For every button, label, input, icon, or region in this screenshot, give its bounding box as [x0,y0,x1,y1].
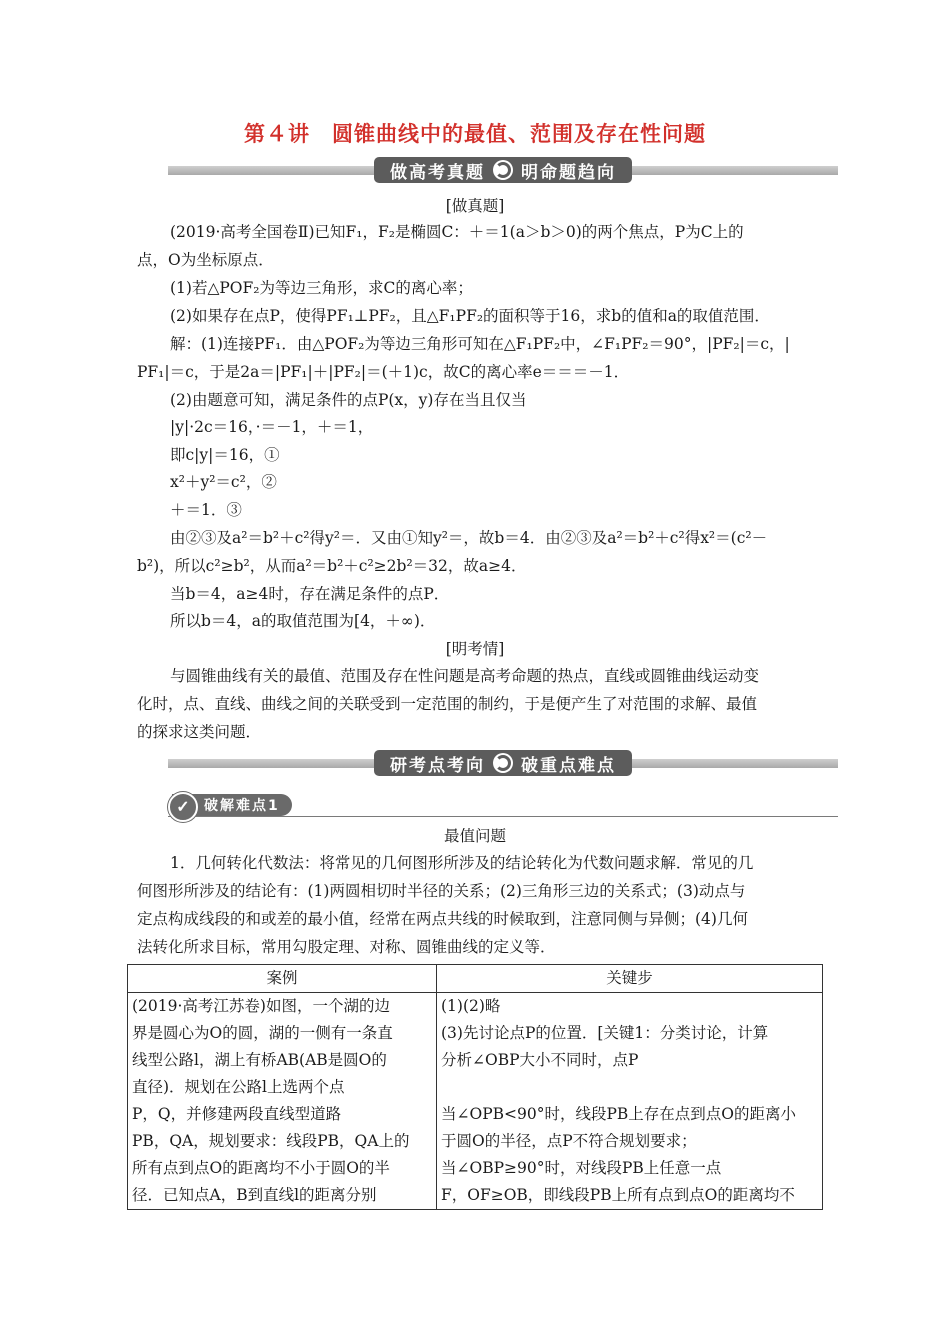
method-line: 何图形所涉及的结论有：(1)两圆相切时半径的关系；(2)三角形三边的关系式；(3)动点与 [137,882,746,900]
key-step-line: 分析∠OBP大小不同时，点P [441,1051,639,1069]
case-line: P，Q，并修建两段直线型道路 [132,1105,342,1123]
knot-icon [493,753,513,773]
key-step-line [441,1074,818,1101]
method-line: 法转化所求目标，常用勾股定理、对称、圆锥曲线的定义等． [137,938,556,956]
subheading-kaoqing: [明考情] [445,640,505,658]
case-line: 径．已知点A，B到直线l的距离分别 [132,1186,377,1204]
solution-line: 当b＝4，a≥4时，存在满足条件的点P． [170,585,450,603]
badge-label: 破解难点1 [204,798,280,814]
key-step-line: 当∠OPB<90°时，线段PB上存在点到点O的距离小 [441,1105,797,1123]
banner-cap [374,157,632,183]
solution-line: b²)，所以c²≥b²，从而a²＝b²＋c²≥2b²＝32，故a≥4． [137,557,527,575]
kaoqing-line: 的探求这类问题． [137,723,262,741]
kaoqing-line: 与圆锥曲线有关的最值、范围及存在性问题是高考命题的热点，直线或圆锥曲线运动变 [170,667,760,685]
banner-left-text: 做高考真题 [390,162,485,183]
table-header-case: 案例 [128,965,437,993]
case-line: 界是圆心为O的圆，湖的一侧有一条直 [132,1024,393,1042]
case-line: 直径)．规划在公路l上选两个点 [132,1078,345,1096]
case-line: (2019·高考江苏卷)如图，一个湖的边 [132,997,390,1015]
solution-line: x²＋y²＝c²，② [170,473,277,491]
method-line: 定点构成线段的和或差的最小值，经常在两点共线的时候取到，注意同侧与异侧；(4)几何 [137,910,748,928]
solution-line: 所以b＝4，a的取值范围为[4，＋∞)． [170,612,436,630]
method-line: 1．几何转化代数法：将常见的几何图形所涉及的结论转化为代数问题求解．常见的几 [170,854,754,872]
banner-yan-kaodian [168,750,838,776]
kaoqing-line: 化时，点、直线、曲线之间的关联受到一定范围的制约，于是便产生了对范围的求解、最值 [137,695,758,713]
problem-line: (1)若△POF₂为等边三角形，求C的离心率； [170,279,473,297]
table-header-row [128,965,823,993]
banner-left-text: 研考点考向 [390,755,485,776]
case-line: PB，QA，规划要求：线段PB，QA上的 [132,1132,410,1150]
case-line: 线型公路l，湖上有桥AB(AB是圆O的 [132,1051,387,1069]
subheading-zhenti: [做真题] [445,197,505,215]
banner-cap [374,750,632,776]
banner-right-text: 破重点难点 [521,755,616,776]
solution-line: 由②③及a²＝b²＋c²得y²＝．又由①知y²＝，故b＝4．由②③及a²＝b²＋c²得x²＝(c²－ [170,529,768,547]
solution-line: (2)由题意可知，满足条件的点P(x，y)存在当且仅当 [170,391,527,409]
table-row [128,993,823,1210]
case-line: 所有点到点O的距离均不小于圆O的半 [132,1159,390,1177]
problem-line: (2019·高考全国卷Ⅱ)已知F₁，F₂是椭圆C：＋＝1(a＞b＞0)的两个焦点，P为C上的 [170,223,744,241]
key-step-line: 于圆O的半径，点P不符合规划要求； [441,1132,697,1150]
banner-zuo-gaokao [168,157,838,183]
key-step-line: F，OF≥OB，即线段PB上所有点到点O的距离均不 [441,1186,795,1204]
key-step-line: (3)先讨论点P的位置．[关键1：分类讨论，计算 [441,1024,769,1042]
section-title: 最值问题 [443,827,506,845]
key-step-line: 当∠OBP≥90°时，对线段PB上任意一点 [441,1159,722,1177]
problem-line: 点，O为坐标原点． [137,251,274,269]
table-header-key-step: 关键步 [437,965,823,993]
page-title: 第４讲 圆锥曲线中的最值、范围及存在性问题 [244,122,706,146]
solution-line: PF₁|＝c，于是2a＝|PF₁|＋|PF₂|＝(＋1)c，故C的离心率e＝＝＝－1． [137,363,630,381]
solution-line: 即c|y|＝16，① [170,446,280,464]
key-step-cell [437,993,823,1210]
knot-icon [493,160,513,180]
banner-right-text: 明命题趋向 [521,162,616,183]
checkmark-icon: ✓ [168,792,198,822]
badge-rule [168,816,838,817]
case-table [127,964,823,1210]
key-step-line: (1)(2)略 [441,997,501,1015]
case-cell [128,993,437,1210]
solution-line: |y|·2c＝16，·＝－1，＋＝1， [170,418,374,436]
solution-line: 解：(1)连接PF₁．由△POF₂为等边三角形可知在△F₁PF₂中，∠F₁PF₂＝90°，|PF₂|＝c，| [170,335,790,353]
solution-line: ＋＝1．③ [170,501,242,519]
problem-line: (2)如果存在点P，使得PF₁⊥PF₂，且△F₁PF₂的面积等于16，求b的值和a的取值范围． [170,307,770,325]
badge-pojie [168,792,838,820]
